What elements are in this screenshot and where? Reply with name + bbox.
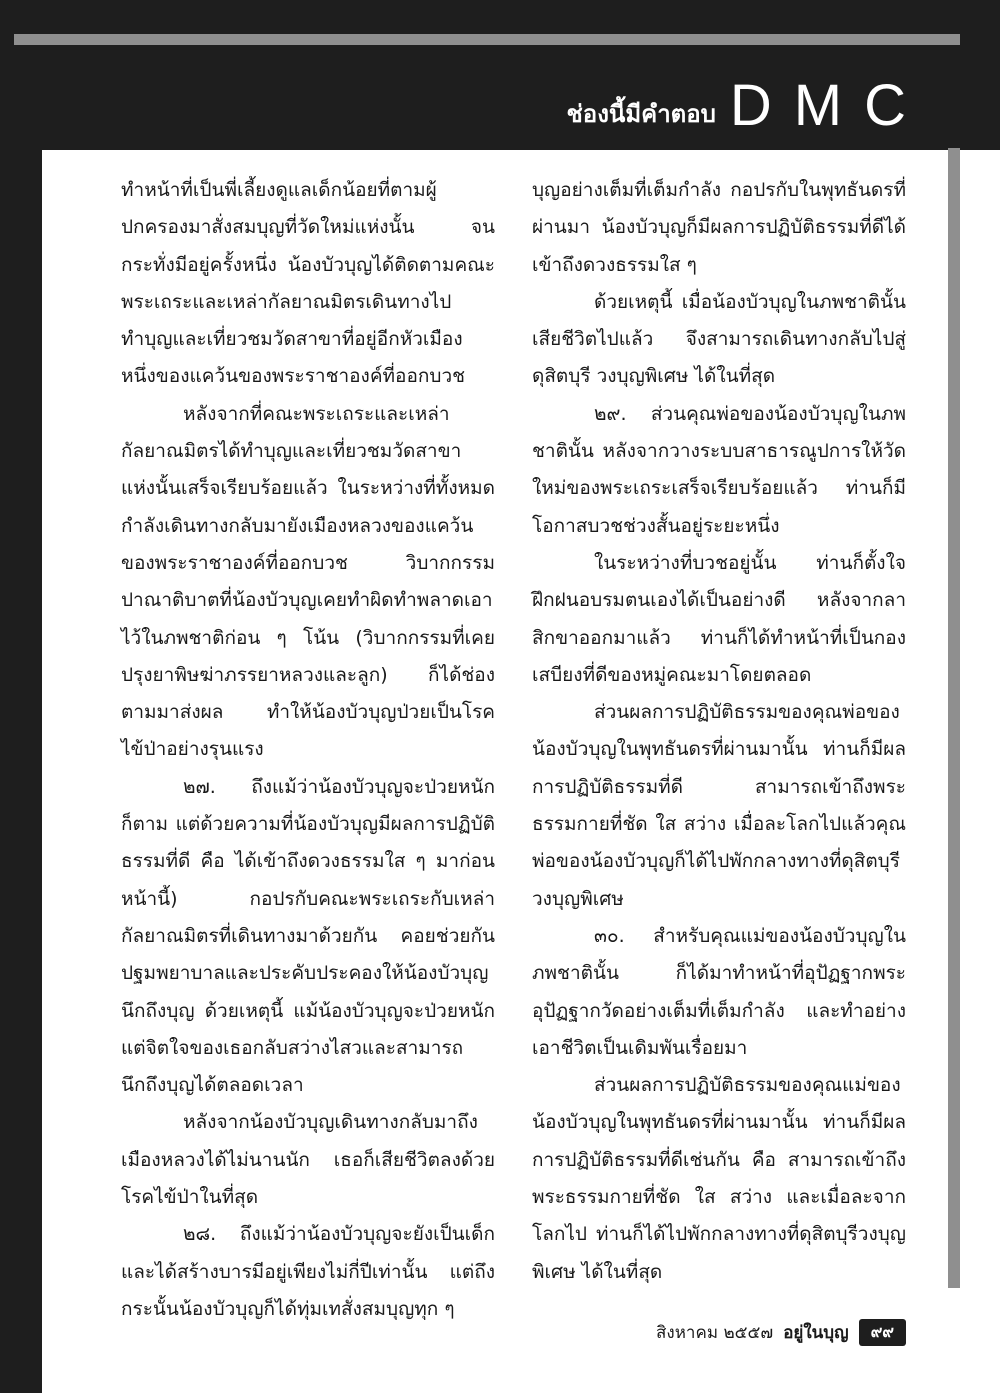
- page-footer: [656, 1318, 906, 1346]
- magazine-name: อยู่ในบุญ: [783, 1322, 849, 1343]
- left-text-column: [121, 172, 495, 1328]
- paragraph: หลังจากน้องบัวบุญเดินทางกลับมาถึงเมืองหลวงได้ไม่นานนัก เธอก็เสียชีวิตลงด้วยโรคไข้ป่าในที่สุด: [121, 1111, 495, 1209]
- issue-date: สิงหาคม ๒๕๕๗: [656, 1322, 774, 1343]
- paragraph: ส่วนผลการปฏิบัติธรรมของคุณแม่ของน้องบัวบุญในพุทธันดรที่ผ่านมานั้น ท่านก็มีผลการปฏิบัติธรรมที่ดีเช่นกัน คือ สามารถเข้าถึงพระธรรมกายที่ชัด ใส สว่าง และเมื่อละจากโลกไป ท่านก็ได้ไปพักกลางทางที่ดุสิตบุรีวงบุญพิเศษ ได้ในที่สุด: [532, 1074, 906, 1283]
- paragraph: ๒๘. ถึงแม้ว่าน้องบัวบุญจะยังเป็นเด็กและได้สร้างบารมีอยู่เพียงไม่กี่ปีเท่านั้น แต่ถึงกระนั้นน้องบัวบุญก็ได้ทุ่มเทสั่งสมบุญทุก ๆ: [121, 1223, 495, 1320]
- paragraph: ทำหน้าที่เป็นพี่เลี้ยงดูแลเด็กน้อยที่ตามผู้ปกครองมาสั่งสมบุญที่วัดใหม่แห่งนั้น จนกระทั่งมีอยู่ครั้งหนึ่ง น้องบัวบุญได้ติดตามคณะพระเถระและเหล่ากัลยาณมิตรเดินทางไปทำบุญและเที่ยวชมวัดสาขาที่อยู่อีกหัวเมืองหนึ่งของแคว้นของพระราชาองค์ที่ออกบวช: [121, 179, 495, 388]
- paragraph: ด้วยเหตุนี้ เมื่อน้องบัวบุญในภพชาตินั้นเสียชีวิตไปแล้ว จึงสามารถเดินทางกลับไปสู่ดุสิตบุรี วงบุญพิเศษ ได้ในที่สุด: [532, 290, 906, 388]
- right-text-column: [532, 172, 906, 1291]
- paragraph: ๓๐. สำหรับคุณแม่ของน้องบัวบุญในภพชาตินั้น ก็ได้มาทำหน้าที่อุปัฏฐากพระอุปัฏฐากวัดอย่างเต็มที่เต็มกำลัง และทำอย่างเอาชีวิตเป็นเดิมพันเรื่อยมา: [532, 924, 906, 1059]
- brand-logo-text: DMC: [729, 73, 928, 138]
- paragraph: ๒๙. ส่วนคุณพ่อของน้องบัวบุญในภพชาตินั้น หลังจากวางระบบสาธารณูปการให้วัดใหม่ของพระเถระเสร็จเรียบร้อยแล้ว ท่านก็มีโอกาสบวชช่วงสั้นอยู่ระยะหนึ่ง: [532, 402, 906, 537]
- paragraph: หลังจากที่คณะพระเถระและเหล่ากัลยาณมิตรได้ทำบุญและเที่ยวชมวัดสาขาแห่งนั้นเสร็จเรียบร้อยแล้ว ในระหว่างที่ทั้งหมดกำลังเดินทางกลับมายังเมืองหลวงของแคว้นของพระราชาองค์ที่ออกบวช วิบากกรรมปาณาติบาตที่น้องบัวบุญเคยทำผิดทำพลาดเอาไว้ในภพชาติก่อน ๆ โน้น (วิบากกรรมที่เคยปรุงยาพิษฆ่าภรรยาหลวงและลูก) ก็ได้ช่องตามมาส่งผล ทำให้น้องบัวบุญป่วยเป็นโรคไข้ป่าอย่างรุนแรง: [121, 402, 495, 761]
- paragraph: บุญอย่างเต็มที่เต็มกำลัง กอปรกับในพุทธันดรที่ผ่านมา น้องบัวบุญก็มีผลการปฏิบัติธรรมที่ดีได้เข้าถึงดวงธรรมใส ๆ: [532, 179, 906, 276]
- paragraph: ๒๗. ถึงแม้ว่าน้องบัวบุญจะป่วยหนักก็ตาม แต่ด้วยความที่น้องบัวบุญมีผลการปฏิบัติธรรมที่ดี คือ ได้เข้าถึงดวงธรรมใส ๆ มาก่อนหน้านี้) กอปรกับคณะพระเถระกับเหล่ากัลยาณมิตรที่เดินทางมาด้วยกัน คอยช่วยกันปฐมพยาบาลและประคับประคองให้น้องบัวบุญนึกถึงบุญ ด้วยเหตุนี้ แม้น้องบัวบุญจะป่วยหนักแต่จิตใจของเธอกลับสว่างไสวและสามารถนึกถึงบุญได้ตลอดเวลา: [121, 775, 495, 1097]
- left-margin-bar: [0, 148, 42, 1393]
- paragraph: ในระหว่างที่บวชอยู่นั้น ท่านก็ตั้งใจฝึกฝนอบรมตนเองได้เป็นอย่างดี หลังจากลาสิกขาออกมาแล้ว ท่านก็ได้ทำหน้าที่เป็นกองเสบียงที่ดีของหมู่คณะมาโดยตลอด: [532, 551, 906, 686]
- page-number: ๙๙: [859, 1319, 906, 1346]
- section-title: [566, 66, 928, 138]
- top-accent-bar: [14, 34, 960, 45]
- column-label: ช่องนี้มีคำตอบ: [566, 100, 716, 128]
- paragraph: ส่วนผลการปฏิบัติธรรมของคุณพ่อของน้องบัวบุญในพุทธันดรที่ผ่านมานั้น ท่านก็มีผลการปฏิบัติธรรมที่ดี สามารถเข้าถึงพระธรรมกายที่ชัด ใส สว่าง เมื่อละโลกไปแล้วคุณพ่อของน้องบัวบุญก็ได้ไปพักกลางทางที่ดุสิตบุรี วงบุญพิเศษ: [532, 701, 906, 910]
- right-accent-bar: [948, 148, 960, 1288]
